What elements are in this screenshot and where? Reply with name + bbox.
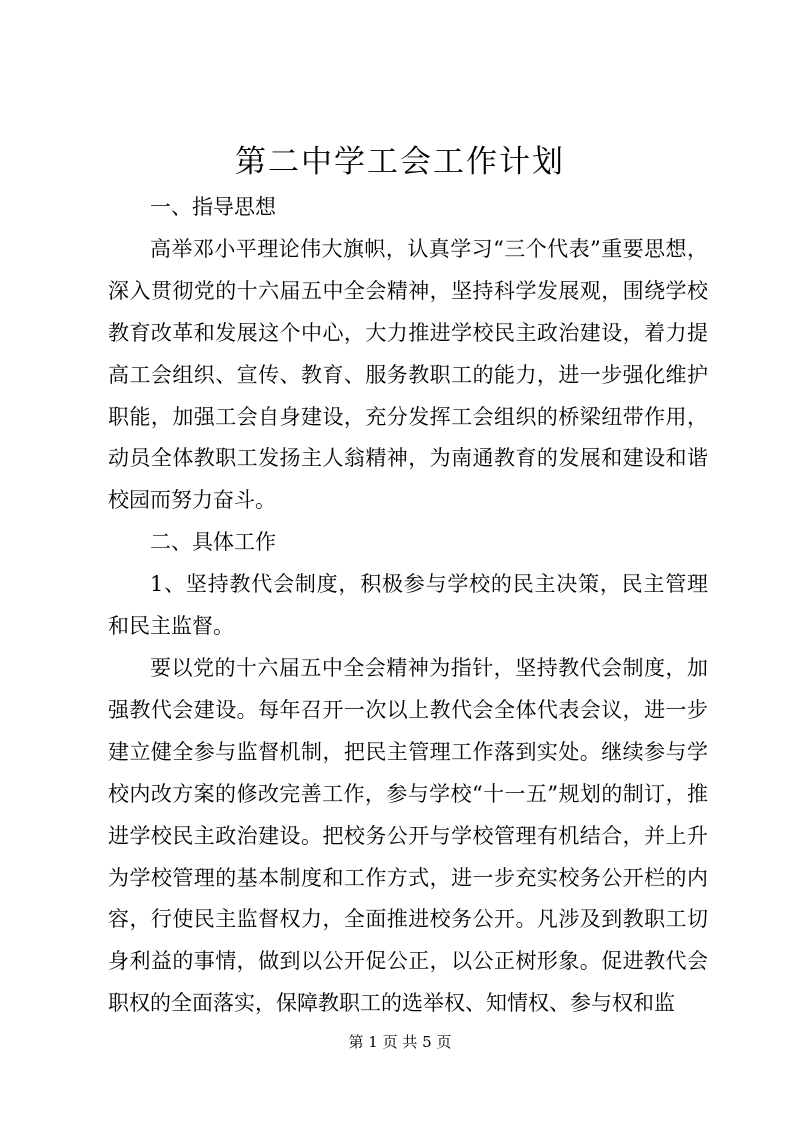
document-title: 第二中学工会工作计划 — [235, 144, 565, 180]
page-footer: 第 1 页 共 5 页 — [348, 1033, 452, 1051]
paragraph-item-1: 1、坚持教代会制度，积极参与学校的民主决策，民主管理和民主监督。 — [108, 572, 708, 639]
section-heading-specific-work: 二、具体工作 — [150, 530, 276, 555]
document-body — [108, 187, 708, 1025]
section-heading-guiding-thought: 一、指导思想 — [150, 195, 276, 219]
paragraph-item-1-detail: 要以党的十六届五中全会精神为指针，坚持教代会制度，加强教代会建设。每年召开一次以上教代会全体代表会议，进一步建立健全参与监督机制，把民主管理工作落到实处。继续参与学校内改方案的修改完善工作，参与学校“十一五”规划的制订，推进学校民主政治建设。把校务公开与学校管理有机结合，并上升为学校管理的基本制度和工作方式，进一步充实校务公开栏的内容，行使民主监督权力，全面推进校务公开。凡涉及到教职工切身利益的事情，做到以公开促公正，以公正树形象。促进教代会职权的全面落实，保障教职工的选举权、知情权、参与权和监 — [108, 655, 708, 1016]
paragraph-guiding-thought: 高举邓小平理论伟大旗帜，认真学习“三个代表”重要思想，深入贯彻党的十六届五中全会精神，坚持科学发展观，围绕学校教育改革和发展这个中心，大力推进学校民主政治建设，着力提高工会组织、宣传、教育、服务教职工的能力，进一步强化维护职能，加强工会自身建设，充分发挥工会组织的桥梁纽带作用，动员全体教职工发扬主人翁精神，为南通教育的发展和建设和谐校园而努力奋斗。 — [108, 236, 708, 513]
